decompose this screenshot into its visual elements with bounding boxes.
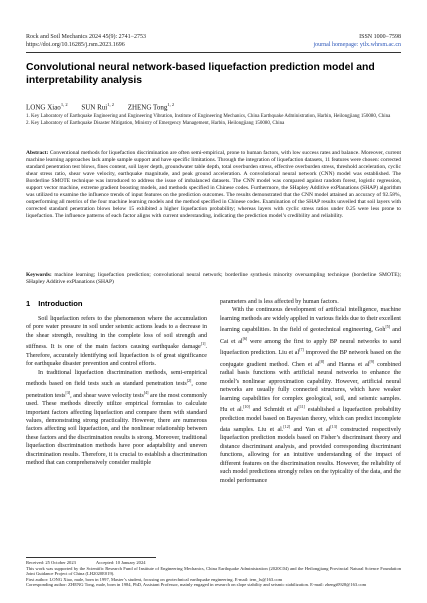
journal-citation: Rock and Soil Mechanics 2024 45(9): 2741−2753 [26, 34, 147, 40]
abstract-text: Conventional methods for liquefaction discrimination are often semi-empirical, prone to human factors, with low success rates and balance. Moreover, current machine learning approaches lack ample sample support and have specific limitations. Through the integration of liquefaction datasets, 11 features were chosen: corrected standard penetration test blows, fines content, soil layer depth, groundwater table depth, total overburden stress, effective overburden stress, threshold acceleration, cyclic shear stress ratio, shear wave velocity, earthquake magnitude, and peak ground acceleration. A convolutional neural network (CNN) model was established. The Borderline SMOTE technique was introduced to address the issue of imbalanced datasets. The CNN model was compared against random forest, logistic regression, support vector machine, extreme gradient boosting models, and methods specified in Chinese codes. Furthermore, the SHapley Additive exPlanations (SHAP) algorithm was utilized to examine the influence trends of input features on the prediction outcomes. The results demonstrated that the CNN model attained an accuracy of 92.58%, outperforming all metrics of the four machine learning models and the method specified in Chinese codes. Examination of the SHAP results unveiled that soil layers with corrected standard penetration blows below 15 exhibited a higher liquefaction probability; whereas layers with cyclic stress ratios under 0.25 were less prone to liquefaction. The influence patterns of each factor aligns with current understanding, indicating the prediction model’s credibility and reliability. [26, 150, 401, 220]
citation[interactable]: [5] [385, 324, 391, 330]
funding-note: This work was supported by the Scientific Research Fund of Institute of Engineering Mechanics, China Earthquake Administration (2020C04) and the Heilongjiang Provincial Natural Science Foundation Joint Guidance Project of China (LH2020E019). [26, 565, 401, 577]
author-affiliation-mark: 1, 2 [60, 102, 68, 107]
text: In traditional liquefaction discrimination methods, semi-empirical methods based on field tests such as standard penetration tests [26, 369, 207, 388]
keywords-label: Keywords: [26, 272, 52, 278]
citation[interactable]: [3] [65, 389, 71, 395]
citation[interactable]: [12] [283, 423, 291, 429]
text: and Schmidt et al [249, 407, 299, 414]
body-column-right [220, 298, 401, 485]
footnotes [26, 560, 401, 588]
paragraph [26, 369, 207, 468]
paragraph: parameters and is less affected by human factors. [220, 299, 339, 305]
citation[interactable]: [2] [186, 378, 192, 384]
paragraph [220, 306, 401, 485]
footnote-divider [26, 557, 156, 558]
citation[interactable]: [13] [330, 423, 338, 429]
corresponding-author-note: Corresponding author: ZHENG Tong, male, born in 1984, PhD, Assistant Professor, mainly engaged in research on slope stability and seismic stabilization. E-mail: zhengt0928@163.com [26, 582, 367, 588]
text: and Yan et al [290, 426, 331, 433]
affiliation: 1. Key Laboratory of Earthquake Engineering and Engineering Vibration, Institute of Engineering Mechanics, China Earthquake Administration, Harbin, Heilongjiang 150080, China [26, 114, 391, 119]
citation[interactable]: [8] [319, 358, 325, 364]
text: . Therefore, accurately identifying soil liquefaction is of great significance for earthquake disaster prevention and control efforts. [26, 344, 207, 368]
paragraph [26, 315, 207, 369]
section-number: 1 [26, 299, 31, 308]
citation[interactable]: [6] [242, 335, 248, 341]
keywords [26, 272, 401, 286]
abstract-label: Abstract: [26, 150, 49, 156]
citation[interactable]: [7] [299, 347, 304, 353]
paper-title: Convolutional neural network-based liquefaction prediction model and interpretability analysis [26, 62, 375, 86]
received-date: Received: 25 October 2023 [26, 560, 76, 565]
author-name: ZHENG Tong [127, 103, 168, 112]
issn: ISSN 1000−7598 [359, 34, 401, 40]
author-affiliation-mark: 1, 2 [107, 102, 114, 107]
text: constructed respectively liquefaction prediction models based on Fisher’s discriminant theory and distance discriminant analysis, and provided corresponding discriminant functions, allowing for an intuitive understanding of the impact of different features on the discrimination results. However, the reliability of such model predictions strongly relies on the typicality of the data, and the model performance [220, 426, 402, 484]
citation[interactable]: [9] [369, 358, 375, 364]
first-author-note: First author: LONG Xiao, male, born in 1997, Master’s student, focusing on geotechnical earthquake engineering. E-mail: iem_lx@163.com [26, 576, 283, 582]
author-name: SUN Rui [81, 103, 108, 112]
section-title: Introduction [38, 299, 83, 308]
text: and Hanna et al [324, 361, 370, 368]
journal-homepage-link[interactable]: journal homepage: ytlx.whrsm.ac.cn [313, 41, 401, 48]
abstract [26, 150, 401, 220]
section-heading [26, 299, 83, 308]
affiliations [26, 114, 401, 129]
author-name: LONG Xiao [26, 103, 61, 112]
text: , cone penetration tests [26, 381, 207, 399]
author-affiliation-mark: 1, 2 [167, 102, 175, 107]
affiliation: 2. Key Laboratory of Earthquake Disaster Mitigation, Ministry of Emergency Management, Harbin, Heilongjiang 150080, China [26, 121, 285, 127]
text: Soil liquefaction refers to the phenomenon where the accumulation of pore water pressure in soil under seismic actions leads to a decrease in the shear strength, resulting in the complete loss of soil strength and stiffness. It is one of the main factors causing earthquake damage [26, 316, 207, 351]
text: With the continuous development of artificial intelligence, machine learning methods are widely applied in various fields due to their excellent learning capabilities. In the field of geotechnical engineering, Goh [220, 307, 401, 334]
citation[interactable]: [11] [298, 404, 305, 410]
keywords-text: machine learning; liquefaction prediction; convolutional neural network; borderline synthesis minority oversampling technique (borderline SMOTE); SHapley Additive exPlanations (SHAP) [26, 272, 401, 286]
header-divider [26, 52, 401, 53]
accepted-date: Accepted: 10 January 2024 [95, 560, 146, 565]
text: were among the first to apply BP neural networks to sand liquefaction prediction. Liu et al [220, 338, 401, 357]
citation[interactable]: [1] [200, 341, 206, 347]
text: and Cai et al [220, 327, 401, 345]
citation[interactable]: [10] [243, 404, 250, 410]
body-column-left [26, 315, 207, 468]
text: are the most commonly used. These methods directly utilize empirical formulas to calculate important factors affecting liquefaction and compare them with standard values, demonstrating strong practicality. However, there are numerous factors affecting soil liquefaction, and the nonlinear relationship between these factors and the discrimination results is strong. Moreover, traditional liquefaction discrimination methods have poor adaptability and uneven discrimination results. Therefore, it is crucial to establish a discrimination method that can comprehensively consider multiple [26, 392, 207, 467]
citation[interactable]: [4] [143, 389, 149, 395]
journal-meta [314, 34, 401, 49]
author-list [26, 102, 174, 111]
journal-info [26, 34, 146, 49]
doi-link[interactable]: https://doi.org/10.16285/j.rsm.2023.1696 [26, 41, 125, 48]
text: combined radial basis functions with artificial neural networks to enhance the model’s nonlinear approximation capability. However, artificial neural networks are usually fully connected structures, which have weaker learning capabilities for complex geological, soil, and seismic samples. Hu et al. [220, 361, 401, 414]
text: improved the BP network based on the conjugate gradient method. Chen et al [220, 350, 401, 368]
text: , and shear wave velocity tests [70, 392, 144, 399]
text: established a liquefaction probability prediction model based on Bayesian theory, which can predict incomplete data samples. Liu et al. [220, 407, 402, 433]
